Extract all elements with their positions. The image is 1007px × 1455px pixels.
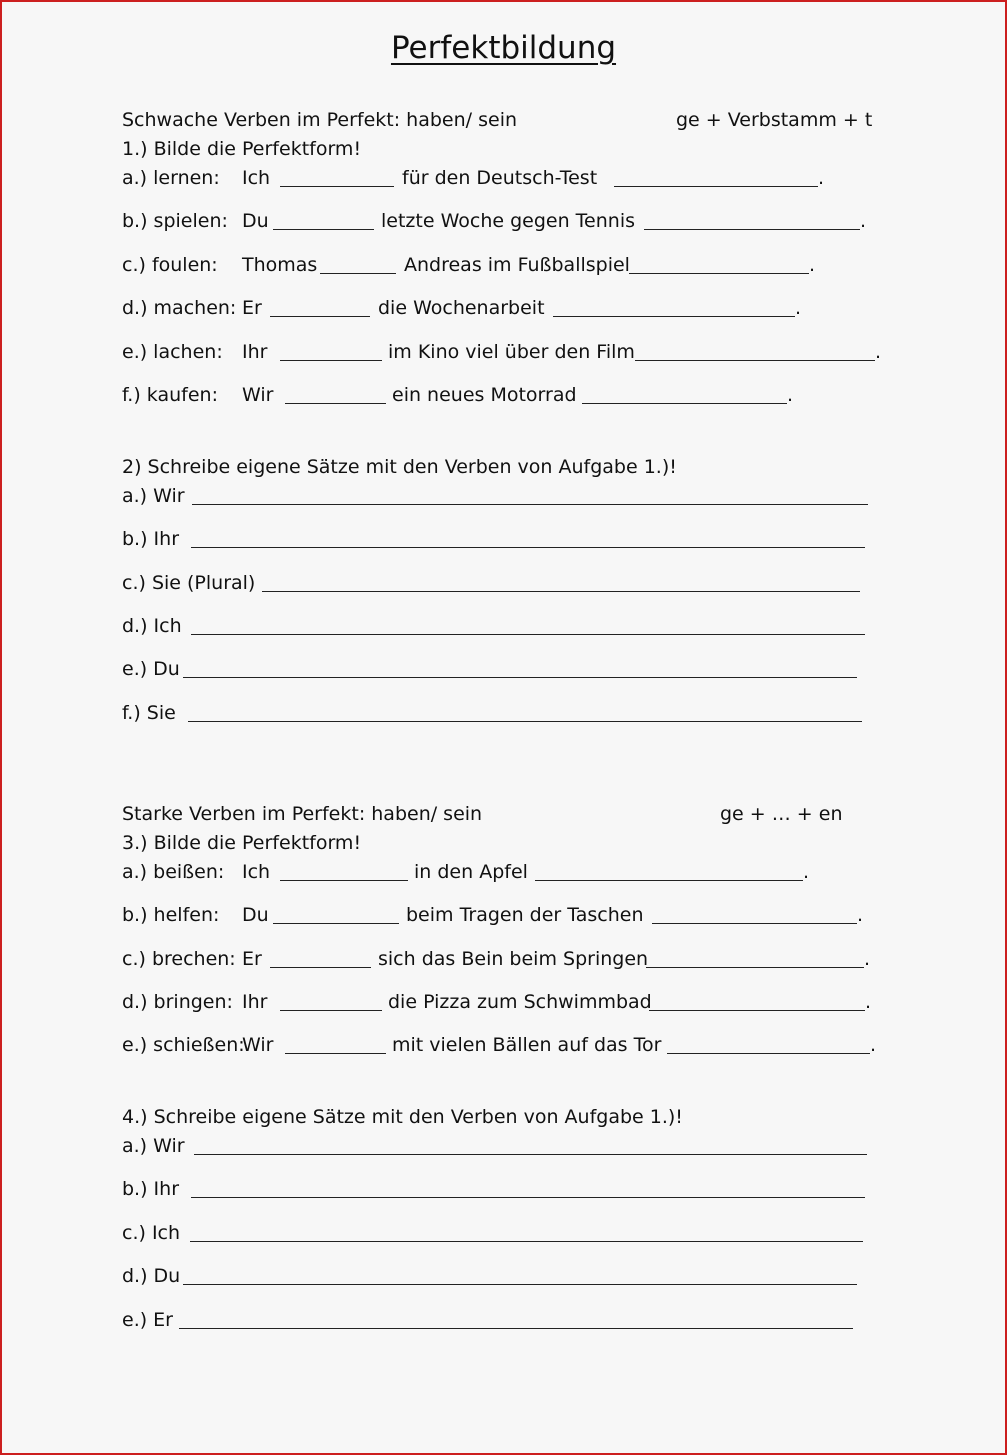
subject: Thomas (242, 254, 318, 276)
period: . (860, 210, 867, 232)
answer-blank[interactable] (652, 903, 857, 924)
sentence-text: ein neues Motorrad (392, 384, 577, 406)
subject: Er (242, 948, 262, 970)
answer-line[interactable] (191, 1177, 865, 1198)
sentence-text: beim Tragen der Taschen (406, 904, 644, 926)
section3-task: 3.) Bilde die Perfektform! (122, 832, 362, 854)
answer-line[interactable] (262, 571, 860, 592)
verb-label: c.) brechen: (122, 948, 236, 970)
period: . (795, 297, 802, 319)
verb-label: e.) schießen: (122, 1034, 245, 1056)
answer-blank[interactable] (273, 903, 399, 924)
answer-blank[interactable] (285, 1033, 386, 1054)
answer-line[interactable] (194, 1134, 867, 1155)
subject: Wir (242, 1034, 274, 1056)
answer-line[interactable] (183, 657, 857, 678)
sentence-start: b.) Ihr (122, 1178, 180, 1200)
answer-line[interactable] (191, 614, 865, 635)
verb-label: b.) helfen: (122, 904, 220, 926)
verb-label: e.) lachen: (122, 341, 223, 363)
period: . (857, 904, 864, 926)
sentence-start: e.) Du (122, 658, 180, 680)
sentence-text: sich das Bein beim Springen (378, 948, 649, 970)
answer-line[interactable] (191, 527, 865, 548)
answer-blank[interactable] (649, 990, 865, 1011)
verb-label: d.) bringen: (122, 991, 233, 1013)
section1-formula: ge + Verbstamm + t (676, 109, 873, 131)
period: . (818, 167, 825, 189)
section3-formula: ge + … + en (720, 803, 843, 825)
sentence-start: a.) Wir (122, 485, 185, 507)
sentence-text: die Pizza zum Schwimmbad (388, 991, 652, 1013)
answer-blank[interactable] (635, 340, 875, 361)
period: . (787, 384, 794, 406)
answer-line[interactable] (192, 484, 868, 505)
period: . (865, 991, 872, 1013)
answer-blank[interactable] (280, 340, 382, 361)
sentence-start: d.) Du (122, 1265, 181, 1287)
sentence-text: die Wochenarbeit (378, 297, 545, 319)
answer-blank[interactable] (629, 253, 809, 274)
sentence-start: a.) Wir (122, 1135, 185, 1157)
sentence-start: b.) Ihr (122, 528, 180, 550)
section1-heading: Schwache Verben im Perfekt: haben/ sein (122, 109, 518, 131)
answer-blank[interactable] (644, 209, 860, 230)
period: . (875, 341, 882, 363)
subject: Ich (242, 167, 271, 189)
answer-blank[interactable] (553, 296, 795, 317)
section3-heading: Starke Verben im Perfekt: haben/ sein (122, 803, 483, 825)
answer-blank[interactable] (280, 860, 408, 881)
verb-label: d.) machen: (122, 297, 237, 319)
sentence-start: c.) Sie (Plural) (122, 572, 256, 594)
section2-task: 2) Schreibe eigene Sätze mit den Verben von Aufgabe 1.)! (122, 456, 677, 478)
period: . (870, 1034, 877, 1056)
sentence-start: d.) Ich (122, 615, 182, 637)
section1-task: 1.) Bilde die Perfektform! (122, 138, 362, 160)
section4-task: 4.) Schreibe eigene Sätze mit den Verben von Aufgabe 1.)! (122, 1106, 683, 1128)
answer-blank[interactable] (535, 860, 803, 881)
answer-blank[interactable] (280, 990, 382, 1011)
sentence-text: für den Deutsch-Test (402, 167, 598, 189)
answer-blank[interactable] (285, 383, 386, 404)
verb-label: a.) beißen: (122, 861, 225, 883)
answer-blank[interactable] (280, 166, 394, 187)
answer-blank[interactable] (273, 209, 374, 230)
sentence-text: mit vielen Bällen auf das Tor (392, 1034, 662, 1056)
answer-line[interactable] (183, 1264, 857, 1285)
period: . (809, 254, 816, 276)
period: . (864, 948, 871, 970)
verb-label: b.) spielen: (122, 210, 228, 232)
subject: Du (242, 210, 269, 232)
sentence-text: letzte Woche gegen Tennis (381, 210, 635, 232)
verb-label: f.) kaufen: (122, 384, 218, 406)
answer-line[interactable] (188, 701, 862, 722)
sentence-start: c.) Ich (122, 1222, 181, 1244)
answer-blank[interactable] (582, 383, 787, 404)
answer-blank[interactable] (614, 166, 818, 187)
sentence-start: f.) Sie (122, 702, 176, 724)
answer-blank[interactable] (270, 947, 371, 968)
verb-label: c.) foulen: (122, 254, 218, 276)
sentence-text: in den Apfel (414, 861, 528, 883)
answer-blank[interactable] (646, 947, 864, 968)
subject: Wir (242, 384, 274, 406)
answer-line[interactable] (190, 1221, 863, 1242)
subject: Ihr (242, 991, 268, 1013)
verb-label: a.) lernen: (122, 167, 220, 189)
subject: Er (242, 297, 262, 319)
page-title: Perfektbildung (390, 30, 617, 66)
subject: Ich (242, 861, 271, 883)
answer-line[interactable] (179, 1308, 853, 1329)
sentence-text: Andreas im Fußballspiel (404, 254, 630, 276)
answer-blank[interactable] (270, 296, 370, 317)
answer-blank[interactable] (667, 1033, 870, 1054)
sentence-start: e.) Er (122, 1309, 173, 1331)
period: . (803, 861, 810, 883)
subject: Ihr (242, 341, 268, 363)
answer-blank[interactable] (320, 253, 396, 274)
subject: Du (242, 904, 269, 926)
sentence-text: im Kino viel über den Film (388, 341, 635, 363)
